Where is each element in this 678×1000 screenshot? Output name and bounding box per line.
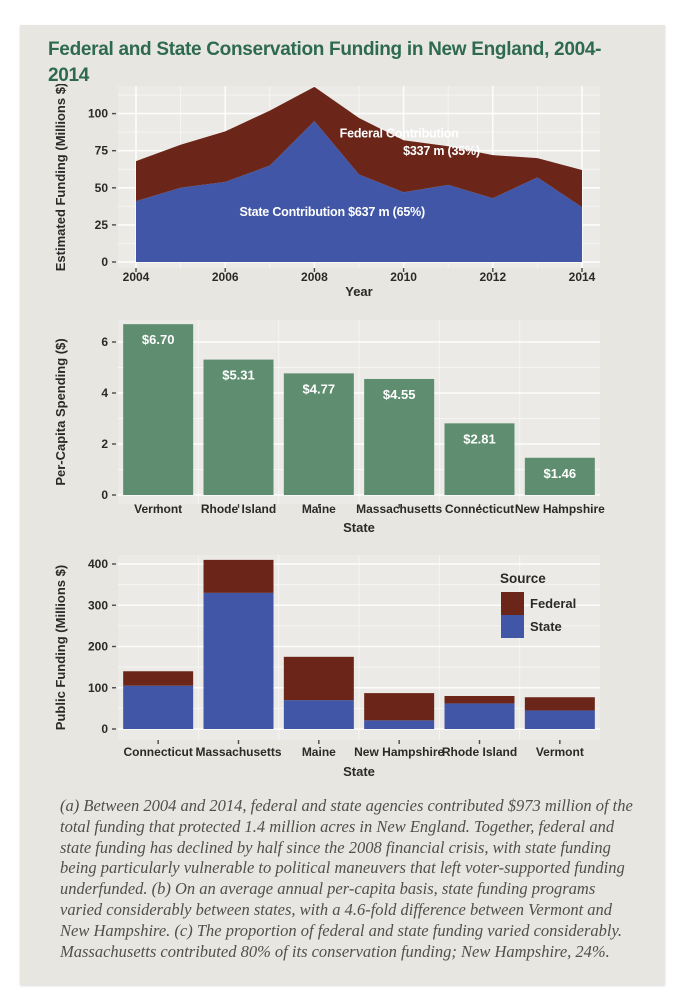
- y-tick-label: 25: [94, 217, 108, 232]
- y-tick-label: 100: [87, 680, 108, 695]
- x-tick-label: Vermont: [535, 745, 584, 759]
- x-tick-label: New Hampshire: [354, 745, 445, 759]
- area-annotation: State Contribution $637 m (65%): [239, 204, 425, 219]
- area-chart-svg: [45, 84, 645, 302]
- y-tick-label: 4: [101, 386, 108, 400]
- federal-bar-vermont: [525, 697, 595, 710]
- y-tick-label: 6: [101, 335, 108, 349]
- state-bar-massachusetts: [204, 593, 274, 729]
- legend-swatch-federal: [501, 592, 524, 615]
- federal-bar-connecticut: [123, 671, 193, 685]
- legend-label-federal: Federal: [530, 596, 577, 611]
- bar-vermont: [123, 324, 193, 495]
- state-bar-vermont: [525, 710, 595, 729]
- figure-panel: [20, 25, 665, 985]
- y-tick-label: 75: [94, 143, 108, 158]
- legend-title: Source: [500, 571, 546, 586]
- y-tick-label: 300: [87, 598, 108, 613]
- y-axis-title: Estimated Funding (Millions $): [53, 84, 68, 272]
- y-axis-title: Per-Capita Spending ($): [53, 338, 68, 486]
- federal-bar-massachusetts: [204, 560, 274, 593]
- figure-caption: (a) Between 2004 and 2014, federal and state agencies contributed $973 million of the total funding that protected 1.4 million acres in New England. Together, federal and state funding has declined by half since the 2008 financial crisis, with state funding being particularly vulnerable to political maneuvers that left voter-supported funding underfunded. (b) On an average annual per-capita basis, state funding programs varied considerably between states, with a 4.6-fold difference between Vermont and New Hampshire. (c) The proportion of federal and state funding varied considerably. Massachusetts contributed 80% of its conservation funding; New Hampshire, 24%.: [60, 796, 633, 961]
- y-tick-label: 400: [87, 557, 108, 571]
- stacked-bar-svg: [45, 551, 645, 782]
- x-axis-title: State: [343, 520, 375, 535]
- x-axis-title: Year: [345, 284, 373, 299]
- x-tick-label: 2006: [211, 270, 239, 284]
- bar-value-label: $2.81: [463, 431, 496, 447]
- x-tick-label: Vermont: [134, 502, 183, 516]
- y-axis-title: Public Funding (Millions $): [53, 564, 68, 731]
- legend-label-state: State: [530, 619, 562, 634]
- area-annotation: $337 m (35%): [403, 144, 480, 159]
- x-tick-label: 2008: [301, 270, 328, 284]
- state-bar-rhode-island: [445, 703, 515, 729]
- state-bar-connecticut: [123, 686, 193, 729]
- bar-value-label: $5.31: [222, 367, 255, 383]
- x-tick-label: Massachusetts: [356, 502, 443, 516]
- federal-bar-new-hampshire: [364, 693, 434, 720]
- stacked-bar-chart-public-funding: [45, 551, 645, 787]
- percapita-bar-svg: [45, 316, 645, 540]
- y-tick-label: 0: [101, 255, 108, 269]
- x-tick-label: Connecticut: [123, 745, 193, 759]
- y-tick-label: 200: [87, 639, 108, 654]
- x-tick-label: 2010: [390, 270, 417, 284]
- bar-value-label: $1.46: [543, 465, 577, 481]
- y-tick-label: 0: [101, 722, 108, 736]
- area-chart-funding-over-time: [45, 84, 645, 307]
- bar-value-label: $6.70: [141, 332, 175, 348]
- y-tick-label: 0: [101, 488, 108, 502]
- bar-value-label: $4.77: [302, 381, 336, 397]
- state-bar-new-hampshire: [364, 720, 434, 729]
- x-tick-label: 2012: [479, 270, 507, 284]
- x-tick-label: Massachusetts: [195, 745, 282, 759]
- state-bar-maine: [284, 700, 354, 729]
- federal-bar-maine: [284, 657, 354, 700]
- bar-value-label: $4.55: [382, 386, 416, 402]
- x-tick-label: Connecticut: [444, 502, 515, 516]
- area-annotation: Federal Contribution: [339, 126, 459, 141]
- x-tick-label: New Hampshire: [514, 502, 605, 516]
- figure-title: Federal and State Conservation Funding in New England, 2004-2014: [48, 39, 602, 86]
- x-tick-label: Maine: [301, 502, 336, 516]
- x-tick-label: 2014: [568, 270, 596, 284]
- legend-swatch-state: [501, 615, 524, 638]
- x-tick-label: Maine: [301, 745, 336, 759]
- y-tick-label: 2: [101, 437, 108, 451]
- x-tick-label: 2004: [122, 270, 150, 284]
- bar-chart-per-capita-spending: [45, 316, 645, 545]
- federal-bar-rhode-island: [445, 696, 515, 703]
- y-tick-label: 100: [87, 106, 108, 121]
- x-axis-title: State: [343, 764, 375, 779]
- y-tick-label: 50: [94, 180, 108, 195]
- x-tick-label: Rhode Island: [441, 745, 518, 759]
- x-tick-label: Rhode Island: [200, 502, 277, 516]
